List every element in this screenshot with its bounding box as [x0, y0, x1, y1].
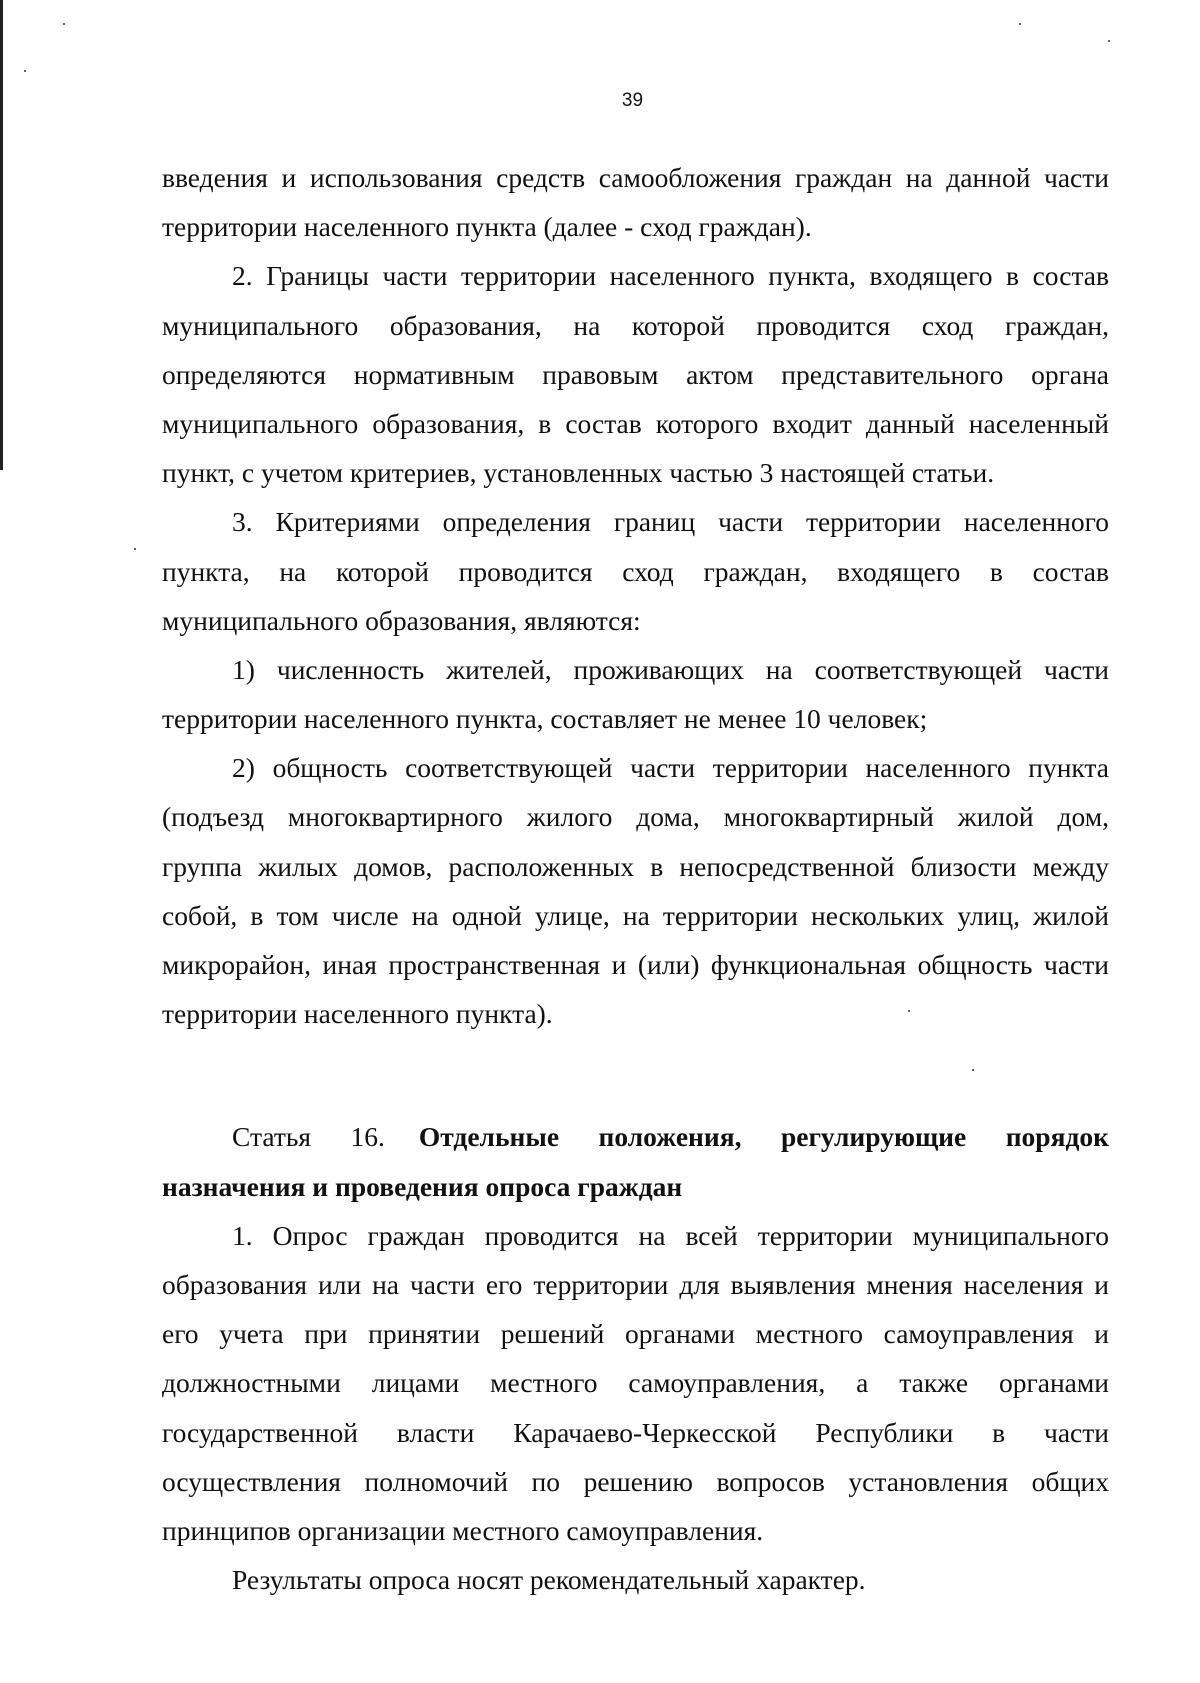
text-line: 1. Опрос граждан проводится на всей территории муниципального [232, 1219, 1109, 1251]
text-line: муниципального образования, являются: [162, 604, 641, 636]
text-line: территории населенного пункта). [162, 998, 553, 1030]
text-line: территории населенного пункта, составляет не менее 10 человек; [162, 703, 928, 735]
text-line: группа жилых домов, расположенных в непосредственной близости между [162, 850, 1109, 882]
text-line: пункт, с учетом критериев, установленных частью 3 настоящей статьи. [162, 457, 995, 489]
text-line: его учета при принятии решений органами местного самоуправления и [162, 1318, 1109, 1350]
text-line: должностными лицами местного самоуправления, а также органами [162, 1367, 1109, 1399]
article-title-cont: назначения и проведения опроса граждан [162, 1170, 683, 1202]
text-line: 2) общность соответствующей части территории населенного пункта [232, 752, 1109, 784]
article-number: Статья 16. [232, 1121, 385, 1153]
text-line: микрорайон, иная пространственная и (или) функциональная общность части [162, 949, 1109, 980]
document-body [162, 153, 1109, 1604]
text-line: собой, в том числе на одной улице, на территории нескольких улиц, жилой [162, 899, 1109, 931]
scan-speck [134, 548, 136, 550]
text-line: (подъезд многоквартирного жилого дома, многоквартирный жилой дом, [162, 801, 1109, 833]
text-line: образования или на части его территории для выявления мнения населения и [162, 1268, 1109, 1300]
text-line: Результаты опроса носят рекомендательный характер. [232, 1564, 866, 1596]
article-heading [162, 1112, 1109, 1161]
text-line: территории населенного пункта (далее - сход граждан). [162, 211, 812, 243]
scan-speck [63, 23, 65, 25]
text-line: муниципального образования, в состав которого входит данный населенный [162, 407, 1109, 439]
text-line: определяются нормативным правовым актом представительного органа [162, 358, 1109, 390]
text-line: муниципального образования, на которой проводится сход граждан, [162, 309, 1109, 341]
text-line: государственной власти Карачаево-Черкесской Республики в части [162, 1416, 1109, 1448]
section-gap [162, 1038, 1109, 1112]
page-number: 39 [621, 90, 644, 111]
text-line: принципов организации местного самоуправления. [162, 1514, 764, 1546]
text-line: 2. Границы части территории населенного пункта, входящего в состав [232, 260, 1109, 292]
article-heading-cont [162, 1162, 1109, 1211]
scan-speck [24, 70, 26, 72]
text-line: 3. Критериями определения границ части территории населенного [232, 506, 1109, 538]
text-line: введения и использования средств самообложения граждан на данной части [162, 162, 1109, 193]
article-title: Отдельные положения, регулирующие порядок [418, 1121, 1109, 1153]
scan-speck [1019, 23, 1021, 25]
scan-speck [1108, 40, 1110, 42]
scan-edge-mark [0, 0, 3, 470]
text-line: 1) численность жителей, проживающих на соответствующей части [232, 653, 1109, 685]
text-line: пункта, на которой проводится сход граждан, входящего в состав [162, 555, 1109, 587]
text-line: осуществления полномочий по решению вопросов установления общих [162, 1465, 1109, 1497]
